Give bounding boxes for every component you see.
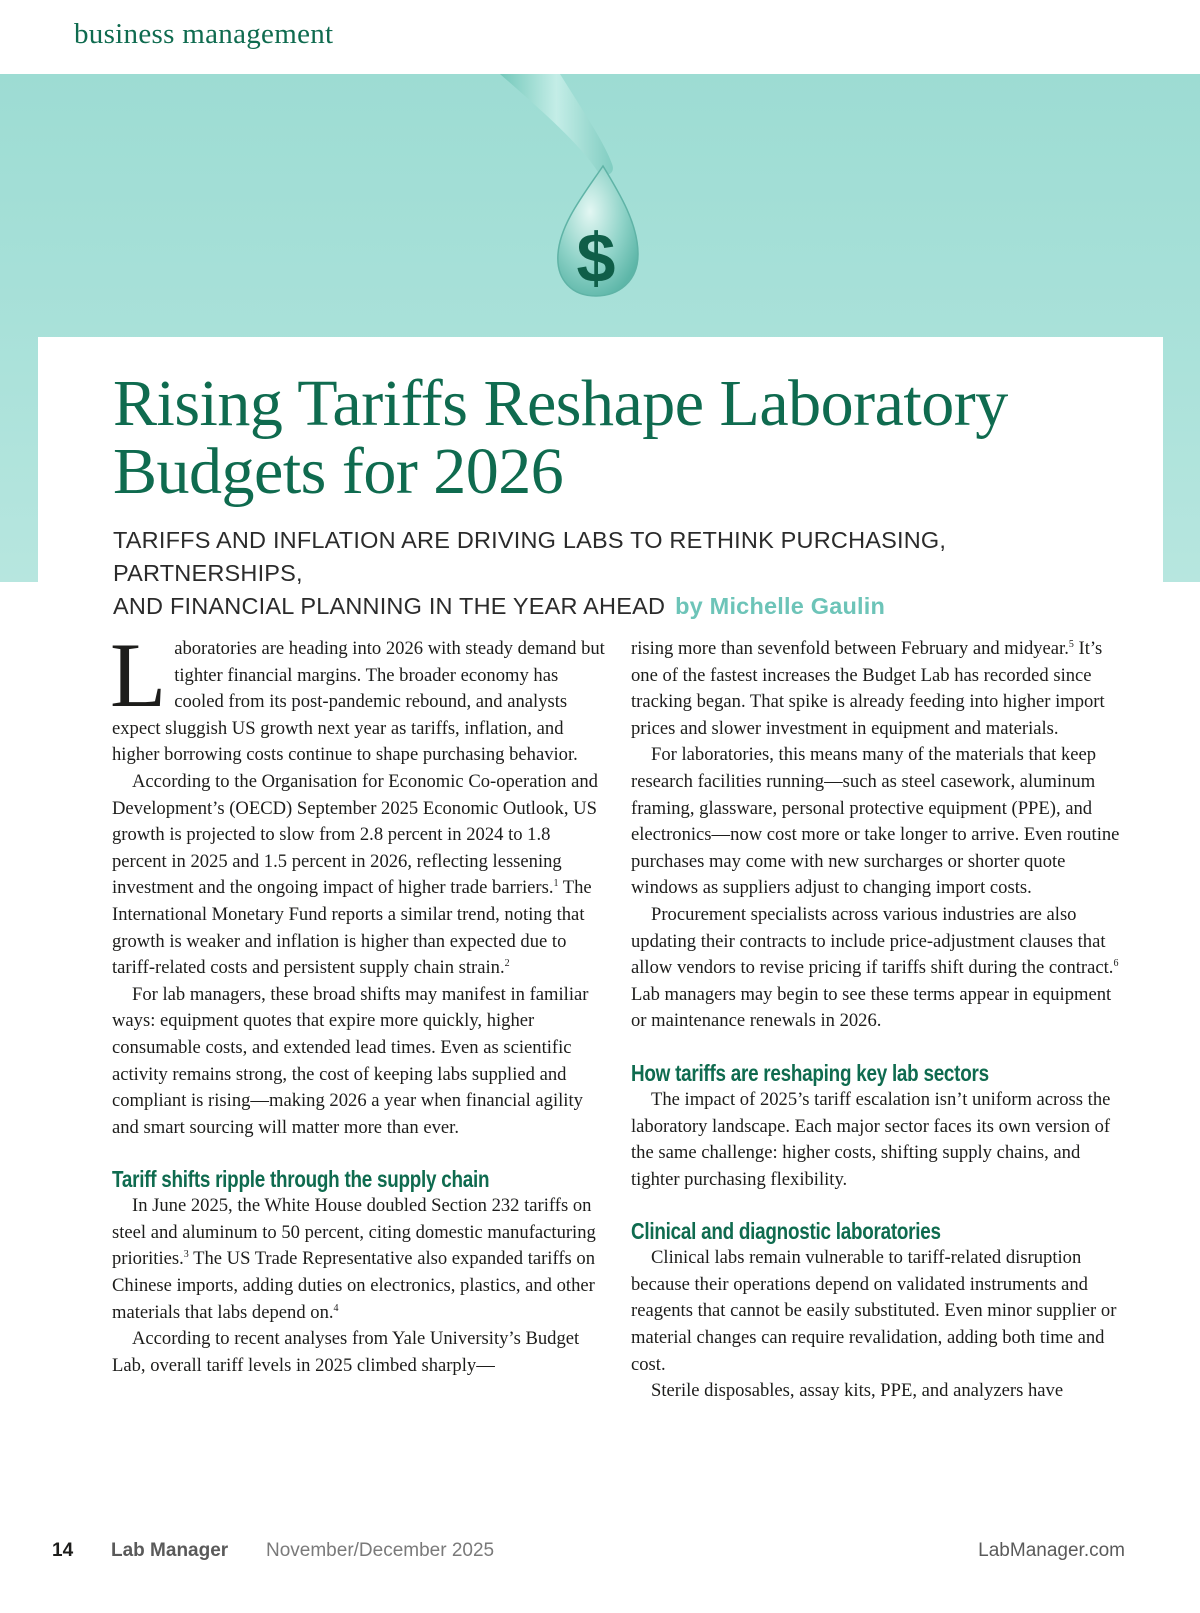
article-title [113,367,1113,508]
deck-line-1: TARIFFS AND INFLATION ARE DRIVING LABS TO RETHINK PURCHASING, PARTNERSHIPS, [113,527,947,586]
section-heading: Clinical and diagnostic laboratories [631,1218,941,1245]
paragraph: According to recent analyses from Yale University’s Budget Lab, overall tariff levels in 2025 climbed sharply— [112,1328,580,1376]
issue-date: November/December 2025 [266,1540,495,1561]
paragraph [631,902,1125,1035]
article-deck [113,524,1123,623]
paragraph: Sterile disposables, assay kits, PPE, and analyzers have [651,1380,1064,1402]
paragraph-text: It’s one of the fastest increases the Budget Lab has recorded since tracking began. That spike is already feeding into higher import prices and slower investment in equipment and materials. [631,638,1105,739]
footnote-ref: 1 [553,878,559,890]
paragraph [112,769,606,982]
footnote-ref: 5 [1068,639,1074,650]
footnote-ref: 4 [333,1302,339,1314]
magazine-name: Lab Manager [111,1540,229,1561]
dollar-sign-icon: $ [576,219,616,297]
byline: by Michelle Gaulin [675,593,886,619]
paragraph-text: Lab managers may begin to see these terms appear in equipment or maintenance renewals in 2026. [631,983,1112,1032]
paragraph-text: According to the Organisation for Economic Co-operation and Development’s (OECD) September 2025 Economic Outlook, US growth is projected to slow from 2.8 percent in 2024 to 1.8 percent in 2025 and 1.5 percent in 2026, reflecting lessening investment and the ongoing impact of higher trade barriers. [112,770,598,899]
paragraph [110,624,606,769]
footnote-ref: 3 [183,1249,189,1261]
paragraph: For lab managers, these broad shifts may manifest in familiar ways: equipment quotes that expire more quickly, higher consumable costs, and extended lead times. Even as scientific activity remains strong, the cost of keeping labs supplied and compliant is rising—making 2026 a year when financial agility and smart sourcing will matter more than ever. [112,983,589,1138]
title-line-1: Rising Tariffs Reshape Laboratory [113,367,1008,440]
page-footer [0,1540,1200,1570]
section-heading: Tariff shifts ripple through the supply chain [112,1166,490,1193]
paragraph-text: aboratories are heading into 2026 with steady demand but tighter financial margins. The broader economy has cooled from its post-pandemic rebound, and analysts expect sluggish US growth next year as tariffs, inflation, and higher borrowing costs continue to shape purchasing behavior. [112,638,605,766]
paragraph-text: In June 2025, the White House doubled Section 232 tariffs on steel and aluminum to 50 percent, citing domestic manufacturing priorities. [112,1195,596,1270]
column-left [110,624,606,1379]
drop-cap: L [110,624,167,726]
paragraph: The impact of 2025’s tariff escalation isn’t uniform across the laboratory landscape. Each major sector faces its own version of the same challenge: higher costs, shifting supply chains, and tighter purchasing flexibility. [631,1088,1111,1190]
page-number: 14 [52,1540,74,1561]
paragraph-text: The US Trade Representative also expanded tariffs on Chinese imports, adding duties on electronics, plastics, and other materials that labs depend on. [112,1248,596,1323]
footnote-ref: 2 [504,958,510,970]
paragraph-text: The International Monetary Fund reports a similar trend, noting that growth is weaker and inflation is higher than expected due to tariff-related costs and persistent supply chain strain. [112,877,592,979]
column-right [631,636,1125,1405]
footnote-ref: 6 [1113,958,1119,970]
paragraph [112,1193,606,1326]
deck-line-2: AND FINANCIAL PLANNING IN THE YEAR AHEAD [113,593,666,619]
paragraph: For laboratories, this means many of the materials that keep research facilities running—such as steel casework, aluminum framing, glassware, personal protective equipment (PPE), and electronics—now cost more or take longer to arrive. Even routine purchases may come with new surcharges or shorter quote windows as suppliers adjust to changing import costs. [631,744,1120,899]
section-label: business management [74,18,334,50]
title-line-2: Budgets for 2026 [113,435,564,508]
section-heading: How tariffs are reshaping key lab sectors [631,1059,989,1086]
paragraph: Clinical labs remain vulnerable to tariff-related disruption because their operations depend on validated instruments and reagents that cannot be easily substituted. Even minor supplier or material changes can require revalidation, adding both time and cost. [631,1247,1117,1375]
paragraph-text: Procurement specialists across various industries are also updating their contracts to include price-adjustment clauses that allow vendors to revise pricing if tariffs shift during the contract. [631,903,1114,979]
paragraph-text: rising more than sevenfold between February and midyear. [631,638,1069,659]
paragraph [631,636,1125,742]
website-link[interactable]: LabManager.com [978,1540,1125,1561]
